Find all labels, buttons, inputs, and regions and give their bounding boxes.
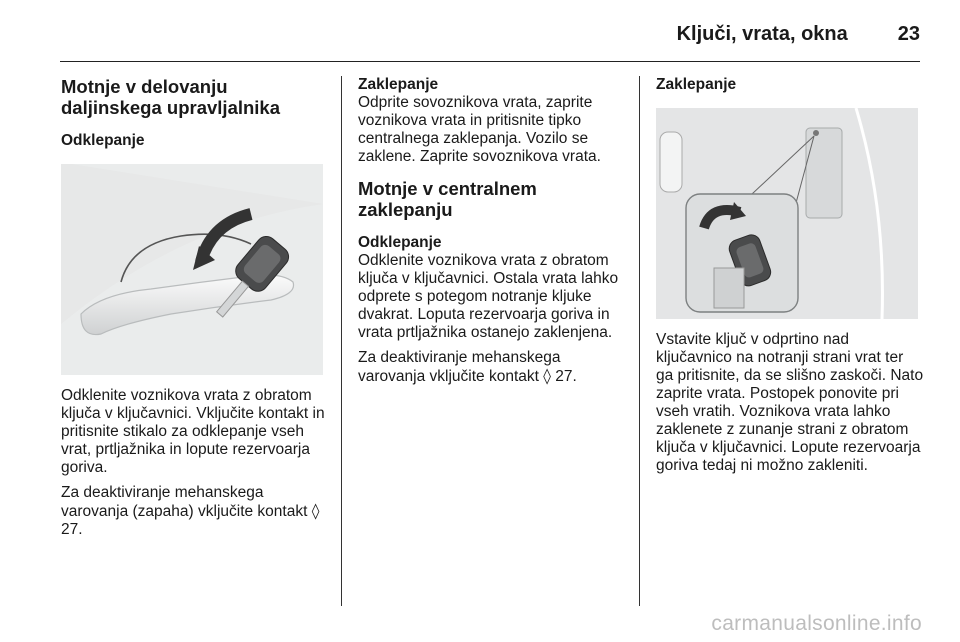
- header-rule: [60, 61, 920, 62]
- section-heading: Motnje v delovanju daljinskega upravljalnika: [61, 76, 281, 118]
- paragraph: Vstavite ključ v odprtino nad ključavnico na notranji strani vrat ter ga pritisnite, da se slišno zaskoči. Nato zaprite vrata. Postopek ponovite pri vseh vratih. Voznikova vrata lahko zaklenete z zunanje strani z obratom ključa v ključavnici. Lopute rezervoarja goriva tedaj ni možno zakleniti.: [656, 331, 924, 474]
- subheading: Zaklepanje: [358, 76, 439, 93]
- page-header: [60, 16, 920, 52]
- paragraph: Za deaktiviranje mehanskega varovanja vključite kontakt ◊ 27.: [358, 349, 577, 385]
- paragraph: Za deaktiviranje mehanskega varovanja (zapaha) vključite kontakt ◊ 27.: [61, 484, 320, 538]
- page-reference[interactable]: 27.: [555, 368, 577, 385]
- watermark: carmanualsonline.info: [711, 612, 922, 635]
- paragraph: Odklenite voznikova vrata z obratom ključa v ključavnici. Ostala vrata lahko odprete s potegom notranje kljuke dvakrat. Loputa rezervoarja goriva in vrata prtljažnika ostanejo zaklenjena.: [358, 252, 619, 341]
- page-title: Ključi, vrata, okna: [676, 22, 848, 45]
- page-reference[interactable]: 27.: [61, 521, 83, 538]
- door-lock-illustration: [656, 108, 918, 319]
- column-divider: [341, 76, 342, 606]
- section-heading: Motnje v centralnem zaklepanju: [358, 178, 537, 220]
- subheading: Odklepanje: [61, 132, 145, 149]
- column-3: [656, 76, 924, 482]
- subheading: Zaklepanje: [656, 76, 737, 93]
- column-1: [61, 76, 329, 546]
- reference-arrow-icon: ◊: [311, 502, 320, 520]
- column-divider: [639, 76, 640, 606]
- paragraph: Odprite sovoznikova vrata, zaprite voznikova vrata in pritisnite tipko centralnega zaklepanja. Vozilo se zaklene. Zaprite sovoznikova vrata.: [358, 94, 601, 165]
- column-2: [358, 76, 626, 393]
- subheading: Odklepanje: [358, 234, 442, 251]
- key-unlock-illustration: [61, 164, 323, 375]
- paragraph: Odklenite voznikova vrata z obratom ključa v ključavnici. Vključite kontakt in pritisnite stikalo za odklepanje vseh vrat, prtljažnika in lopute rezervoarja goriva.: [61, 387, 325, 476]
- page-number: 23: [897, 22, 920, 45]
- reference-arrow-icon: ◊: [543, 367, 551, 385]
